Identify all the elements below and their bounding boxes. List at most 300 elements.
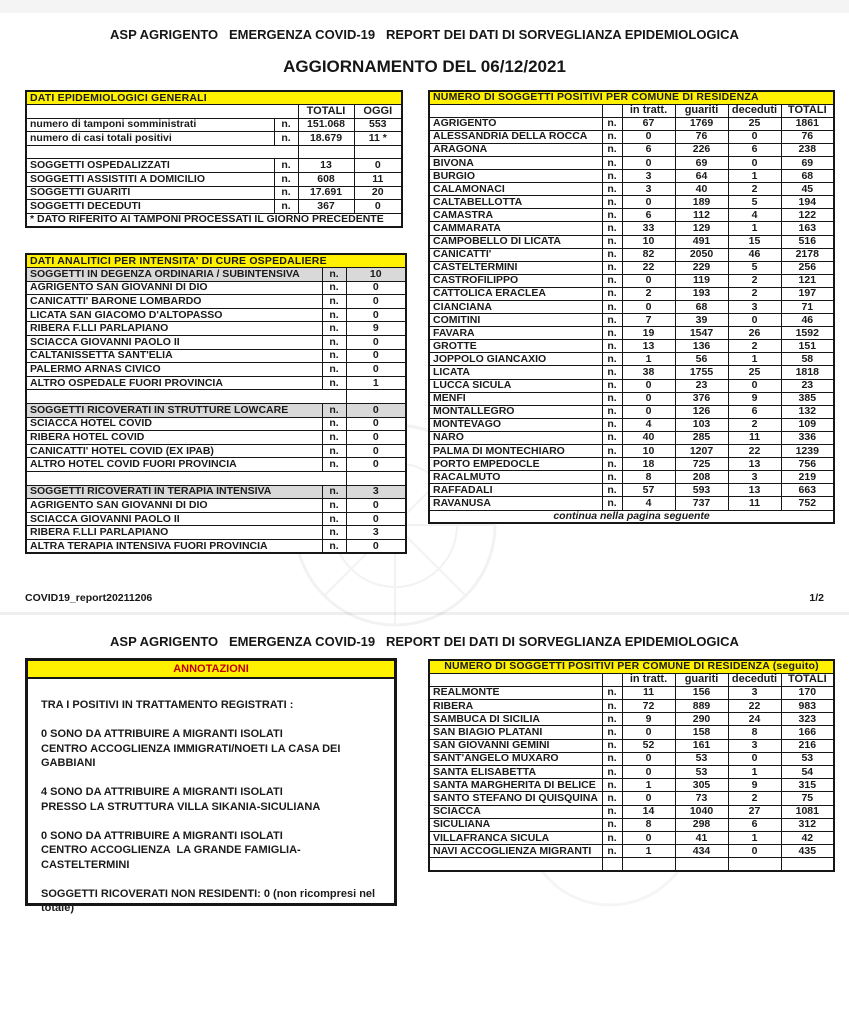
tamponi-footnote: * DATO RIFERITO AI TAMPONI PROCESSATI IL GIORNO PRECEDENTE <box>26 213 402 227</box>
n-prefix: n. <box>602 831 622 844</box>
comuni-positives-table-page2 <box>428 659 835 872</box>
comune-name: CALTABELLOTTA <box>429 196 602 209</box>
value-deceduti: 1 <box>728 831 781 844</box>
table-row <box>26 499 406 513</box>
value-oggi: 0 <box>354 200 402 214</box>
n-prefix: n. <box>602 392 622 405</box>
comune-name: BURGIO <box>429 170 602 183</box>
value-totali: 45 <box>781 183 834 196</box>
table-row <box>429 739 834 752</box>
value-count: 0 <box>346 404 406 418</box>
comune-name: SCIACCA <box>429 805 602 818</box>
comune-name: SANTA MARGHERITA DI BELICE <box>429 779 602 792</box>
value-guariti: 103 <box>675 418 728 431</box>
value-guariti: 491 <box>675 235 728 248</box>
empty-cell <box>26 472 346 486</box>
n-prefix: n. <box>322 336 346 350</box>
n-prefix: n. <box>602 301 622 314</box>
table-row <box>26 526 406 540</box>
row-label: numero di casi totali positivi <box>26 132 274 146</box>
value-guariti: 1040 <box>675 805 728 818</box>
value-totali: 69 <box>781 156 834 169</box>
value-guariti: 53 <box>675 766 728 779</box>
value-guariti: 56 <box>675 353 728 366</box>
value-guariti: 53 <box>675 752 728 765</box>
value-in-tratt: 0 <box>622 392 675 405</box>
n-prefix: n. <box>322 539 346 553</box>
section-label: SOGGETTI RICOVERATI IN TERAPIA INTENSIVA <box>26 485 322 499</box>
value-guariti: 376 <box>675 392 728 405</box>
value-deceduti: 2 <box>728 792 781 805</box>
report-header-page2: ASP AGRIGENTO EMERGENZA COVID-19 REPORT DEI DATI DI SORVEGLIANZA EPIDEMIOLOGICA <box>110 634 739 649</box>
value-in-tratt: 0 <box>622 766 675 779</box>
value-in-tratt: 0 <box>622 196 675 209</box>
table-row <box>429 222 834 235</box>
value-deceduti: 1 <box>728 353 781 366</box>
value-totali: 256 <box>781 261 834 274</box>
value-in-tratt: 72 <box>622 700 675 713</box>
comuni-positives-table-page1 <box>428 90 835 524</box>
col-header-in-tratt: in tratt. <box>622 673 675 686</box>
value-deceduti: 11 <box>728 431 781 444</box>
comune-name: LICATA <box>429 366 602 379</box>
value-totali: 983 <box>781 700 834 713</box>
value-in-tratt: 0 <box>622 752 675 765</box>
value-totali: 435 <box>781 845 834 858</box>
value-guariti: 1547 <box>675 327 728 340</box>
n-prefix: n. <box>602 353 622 366</box>
table-row <box>26 145 402 159</box>
value-deceduti: 2 <box>728 183 781 196</box>
n-prefix: n. <box>322 431 346 445</box>
value-deceduti: 2 <box>728 340 781 353</box>
value-totali: 151.068 <box>298 118 354 132</box>
value-count: 0 <box>346 417 406 431</box>
value-deceduti: 3 <box>728 686 781 699</box>
value-deceduti: 25 <box>728 366 781 379</box>
value-guariti: 226 <box>675 143 728 156</box>
n-prefix: n. <box>602 752 622 765</box>
comune-name: MONTEVAGO <box>429 418 602 431</box>
general-table-title: DATI EPIDEMIOLOGICI GENERALI <box>26 91 402 105</box>
row-label: ALTRO OSPEDALE FUORI PROVINCIA <box>26 376 322 390</box>
value-count: 0 <box>346 444 406 458</box>
table-row <box>26 118 402 132</box>
value-in-tratt: 57 <box>622 484 675 497</box>
row-label: RIBERA F.LLI PARLAPIANO <box>26 322 322 336</box>
table-row <box>429 445 834 458</box>
comune-name: LUCCA SICULA <box>429 379 602 392</box>
value-totali: 166 <box>781 726 834 739</box>
value-totali: 194 <box>781 196 834 209</box>
value-in-tratt: 0 <box>622 130 675 143</box>
comune-name: MENFI <box>429 392 602 405</box>
value-guariti: 158 <box>675 726 728 739</box>
annotation-line: 4 SONO DA ATTRIBUIRE A MIGRANTI ISOLATI <box>41 786 283 798</box>
table-row <box>26 173 402 187</box>
value-guariti: 73 <box>675 792 728 805</box>
value-deceduti: 4 <box>728 209 781 222</box>
n-prefix: n. <box>602 235 622 248</box>
row-label: ALTRO HOTEL COVID FUORI PROVINCIA <box>26 458 322 472</box>
value-totali: 58 <box>781 353 834 366</box>
table-row <box>429 484 834 497</box>
scan-edge-artifact <box>0 0 849 13</box>
empty-cell <box>346 390 406 404</box>
table-row <box>429 130 834 143</box>
value-in-tratt: 22 <box>622 261 675 274</box>
table-row <box>429 700 834 713</box>
value-guariti: 129 <box>675 222 728 235</box>
n-prefix: n. <box>274 173 298 187</box>
value-totali: 18.679 <box>298 132 354 146</box>
value-totali: 121 <box>781 274 834 287</box>
n-prefix: n. <box>322 363 346 377</box>
n-prefix: n. <box>602 170 622 183</box>
table-row <box>429 327 834 340</box>
value-totali: 219 <box>781 471 834 484</box>
row-label: SOGGETTI GUARITI <box>26 186 274 200</box>
n-prefix: n. <box>322 444 346 458</box>
value-guariti: 76 <box>675 130 728 143</box>
n-prefix: n. <box>322 349 346 363</box>
value-in-tratt: 10 <box>622 445 675 458</box>
row-label: CANICATTI' BARONE LOMBARDO <box>26 295 322 309</box>
value-in-tratt: 18 <box>622 458 675 471</box>
value-totali: 315 <box>781 779 834 792</box>
n-prefix: n. <box>602 156 622 169</box>
comune-name <box>429 858 602 871</box>
row-label: SCIACCA GIOVANNI PAOLO II <box>26 336 322 350</box>
value-guariti: 40 <box>675 183 728 196</box>
comune-name: PORTO EMPEDOCLE <box>429 458 602 471</box>
value-totali: 756 <box>781 458 834 471</box>
value-deceduti: 22 <box>728 700 781 713</box>
n-prefix: n. <box>322 404 346 418</box>
table-row <box>26 308 406 322</box>
blank-header-cell <box>602 673 622 686</box>
page1-footer <box>25 592 824 604</box>
col-header-totali: TOTALI <box>298 105 354 119</box>
value-deceduti: 1 <box>728 766 781 779</box>
value-guariti: 725 <box>675 458 728 471</box>
table-row <box>26 485 406 499</box>
n-prefix: n. <box>602 726 622 739</box>
value-guariti: 889 <box>675 700 728 713</box>
value-in-tratt: 0 <box>622 379 675 392</box>
value-totali: 1861 <box>781 117 834 130</box>
value-totali: 151 <box>781 340 834 353</box>
table-row <box>26 458 406 472</box>
value-totali: 663 <box>781 484 834 497</box>
value-deceduti <box>728 858 781 871</box>
value-in-tratt: 0 <box>622 831 675 844</box>
value-guariti: 290 <box>675 713 728 726</box>
value-totali: 71 <box>781 301 834 314</box>
value-in-tratt: 67 <box>622 117 675 130</box>
value-totali: 1592 <box>781 327 834 340</box>
n-prefix: n. <box>322 308 346 322</box>
value-totali: 312 <box>781 818 834 831</box>
col-header-in-tratt: in tratt. <box>622 104 675 117</box>
n-prefix: n. <box>274 200 298 214</box>
value-deceduti: 1 <box>728 222 781 235</box>
comune-name: CAMMARATA <box>429 222 602 235</box>
table-row <box>429 418 834 431</box>
table-row <box>429 248 834 261</box>
table-row <box>429 209 834 222</box>
page-number: 1/2 <box>809 592 824 604</box>
table-row <box>26 336 406 350</box>
annotations-body <box>28 679 394 916</box>
value-count: 0 <box>346 281 406 295</box>
comune-name: CALAMONACI <box>429 183 602 196</box>
value-oggi: 11 <box>354 173 402 187</box>
value-count: 0 <box>346 363 406 377</box>
value-guariti: 136 <box>675 340 728 353</box>
n-prefix: n. <box>602 713 622 726</box>
value-deceduti: 0 <box>728 130 781 143</box>
value-totali: 46 <box>781 314 834 327</box>
col-header-deceduti: deceduti <box>728 104 781 117</box>
comune-name: NAVI ACCOGLIENZA MIGRANTI <box>429 845 602 858</box>
value-totali: 216 <box>781 739 834 752</box>
table-row <box>429 353 834 366</box>
value-guariti: 161 <box>675 739 728 752</box>
table-row <box>429 183 834 196</box>
blank-header-cell <box>429 673 602 686</box>
empty-cell <box>298 145 354 159</box>
row-label: SCIACCA GIOVANNI PAOLO II <box>26 512 322 526</box>
comune-name: ARAGONA <box>429 143 602 156</box>
value-totali: 170 <box>781 686 834 699</box>
comune-name: BIVONA <box>429 156 602 169</box>
value-totali: 752 <box>781 497 834 510</box>
empty-cell <box>26 390 346 404</box>
table-row <box>26 200 402 214</box>
table-row <box>429 831 834 844</box>
value-in-tratt: 9 <box>622 713 675 726</box>
n-prefix: n. <box>602 700 622 713</box>
value-count: 0 <box>346 499 406 513</box>
row-label: SOGGETTI ASSISTITI A DOMICILIO <box>26 173 274 187</box>
value-deceduti: 0 <box>728 156 781 169</box>
table-row <box>429 497 834 510</box>
value-deceduti: 9 <box>728 392 781 405</box>
value-guariti: 23 <box>675 379 728 392</box>
n-prefix: n. <box>602 818 622 831</box>
value-count: 0 <box>346 336 406 350</box>
page-separator <box>0 612 849 615</box>
table-row <box>429 752 834 765</box>
value-guariti: 41 <box>675 831 728 844</box>
value-in-tratt: 38 <box>622 366 675 379</box>
comune-name: ALESSANDRIA DELLA ROCCA <box>429 130 602 143</box>
value-totali: 23 <box>781 379 834 392</box>
comune-name: GROTTE <box>429 340 602 353</box>
value-deceduti: 8 <box>728 726 781 739</box>
value-count: 0 <box>346 431 406 445</box>
col-header-guariti: guariti <box>675 104 728 117</box>
row-label: LICATA SAN GIACOMO D'ALTOPASSO <box>26 308 322 322</box>
n-prefix: n. <box>602 845 622 858</box>
value-guariti: 593 <box>675 484 728 497</box>
table-row <box>429 686 834 699</box>
value-in-tratt: 1 <box>622 353 675 366</box>
value-totali: 75 <box>781 792 834 805</box>
value-deceduti: 0 <box>728 379 781 392</box>
value-in-tratt: 8 <box>622 818 675 831</box>
comune-name: SAN GIOVANNI GEMINI <box>429 739 602 752</box>
value-in-tratt: 40 <box>622 431 675 444</box>
value-in-tratt: 1 <box>622 845 675 858</box>
row-label: PALERMO ARNAS CIVICO <box>26 363 322 377</box>
n-prefix: n. <box>602 739 622 752</box>
value-count: 0 <box>346 539 406 553</box>
comune-name: CIANCIANA <box>429 301 602 314</box>
table-row <box>429 301 834 314</box>
table-row <box>429 340 834 353</box>
value-deceduti: 15 <box>728 235 781 248</box>
n-prefix <box>602 858 622 871</box>
value-in-tratt: 3 <box>622 183 675 196</box>
n-prefix: n. <box>602 327 622 340</box>
value-guariti: 1769 <box>675 117 728 130</box>
n-prefix: n. <box>602 366 622 379</box>
table-row <box>26 539 406 553</box>
annotation-spacer <box>41 771 381 786</box>
n-prefix: n. <box>602 248 622 261</box>
comune-name: VILLAFRANCA SICULA <box>429 831 602 844</box>
value-guariti: 305 <box>675 779 728 792</box>
n-prefix: n. <box>322 458 346 472</box>
n-prefix: n. <box>602 196 622 209</box>
n-prefix: n. <box>274 118 298 132</box>
row-label: RIBERA HOTEL COVID <box>26 431 322 445</box>
table-row <box>26 159 402 173</box>
table-row <box>26 512 406 526</box>
n-prefix: n. <box>602 117 622 130</box>
n-prefix: n. <box>322 417 346 431</box>
table-row <box>26 417 406 431</box>
n-prefix: n. <box>602 484 622 497</box>
value-deceduti: 11 <box>728 497 781 510</box>
value-in-tratt: 0 <box>622 726 675 739</box>
table-row <box>429 471 834 484</box>
value-count: 3 <box>346 526 406 540</box>
col-header-totali: TOTALI <box>781 104 834 117</box>
row-label: SOGGETTI DECEDUTI <box>26 200 274 214</box>
hospital-intensity-table <box>25 253 407 554</box>
n-prefix: n. <box>274 132 298 146</box>
row-label: CANICATTI' HOTEL COVID (EX IPAB) <box>26 444 322 458</box>
annotation-line: PRESSO LA STRUTTURA VILLA SIKANIA-SICULIANA <box>41 800 321 813</box>
row-label: ALTRA TERAPIA INTENSIVA FUORI PROVINCIA <box>26 539 322 553</box>
value-deceduti: 24 <box>728 713 781 726</box>
value-guariti: 69 <box>675 156 728 169</box>
comune-name: CAMPOBELLO DI LICATA <box>429 235 602 248</box>
value-count: 3 <box>346 485 406 499</box>
value-totali: 385 <box>781 392 834 405</box>
n-prefix: n. <box>602 805 622 818</box>
table-row <box>429 156 834 169</box>
value-guariti: 68 <box>675 301 728 314</box>
value-deceduti: 6 <box>728 143 781 156</box>
value-deceduti: 46 <box>728 248 781 261</box>
n-prefix: n. <box>602 274 622 287</box>
value-totali: 323 <box>781 713 834 726</box>
value-deceduti: 5 <box>728 196 781 209</box>
col-header-totali: TOTALI <box>781 673 834 686</box>
comune-name: JOPPOLO GIANCAXIO <box>429 353 602 366</box>
comune-name: RAVANUSA <box>429 497 602 510</box>
table-row <box>26 390 406 404</box>
value-deceduti: 5 <box>728 261 781 274</box>
value-in-tratt: 1 <box>622 779 675 792</box>
row-label: AGRIGENTO SAN GIOVANNI DI DIO <box>26 281 322 295</box>
value-totali: 163 <box>781 222 834 235</box>
value-count: 10 <box>346 268 406 282</box>
value-count: 0 <box>346 458 406 472</box>
annotation-spacer <box>41 713 381 728</box>
n-prefix: n. <box>602 766 622 779</box>
table-row <box>429 196 834 209</box>
value-in-tratt: 11 <box>622 686 675 699</box>
row-label: AGRIGENTO SAN GIOVANNI DI DIO <box>26 499 322 513</box>
n-prefix: n. <box>274 186 298 200</box>
n-prefix: n. <box>322 281 346 295</box>
value-guariti: 156 <box>675 686 728 699</box>
comune-name: CAMASTRA <box>429 209 602 222</box>
table-row <box>429 405 834 418</box>
value-count: 9 <box>346 322 406 336</box>
table-row <box>429 143 834 156</box>
comune-name: REALMONTE <box>429 686 602 699</box>
table-row <box>429 117 834 130</box>
value-totali: 109 <box>781 418 834 431</box>
value-guariti: 39 <box>675 314 728 327</box>
section-label: SOGGETTI IN DEGENZA ORDINARIA / SUBINTENSIVA <box>26 268 322 282</box>
value-in-tratt: 2 <box>622 287 675 300</box>
value-totali: 1818 <box>781 366 834 379</box>
n-prefix: n. <box>602 143 622 156</box>
comune-name: RACALMUTO <box>429 471 602 484</box>
value-totali: 122 <box>781 209 834 222</box>
n-prefix: n. <box>602 471 622 484</box>
value-deceduti: 25 <box>728 117 781 130</box>
value-in-tratt: 3 <box>622 170 675 183</box>
comune-name: FAVARA <box>429 327 602 340</box>
row-label: CALTANISSETTA SANT'ELIA <box>26 349 322 363</box>
table-row <box>429 261 834 274</box>
comuni-table-title: NUMERO DI SOGGETTI POSITIVI PER COMUNE DI RESIDENZA <box>429 91 834 104</box>
value-guariti: 298 <box>675 818 728 831</box>
value-totali: 17.691 <box>298 186 354 200</box>
section-label: SOGGETTI RICOVERATI IN STRUTTURE LOWCARE <box>26 404 322 418</box>
table-row <box>26 186 402 200</box>
comune-name: SICULIANA <box>429 818 602 831</box>
table-row <box>26 444 406 458</box>
table-row <box>26 349 406 363</box>
n-prefix: n. <box>602 261 622 274</box>
value-in-tratt: 4 <box>622 418 675 431</box>
table-row <box>26 404 406 418</box>
value-count: 0 <box>346 512 406 526</box>
n-prefix: n. <box>602 405 622 418</box>
value-deceduti: 13 <box>728 458 781 471</box>
table-row <box>26 376 406 390</box>
value-deceduti: 27 <box>728 805 781 818</box>
